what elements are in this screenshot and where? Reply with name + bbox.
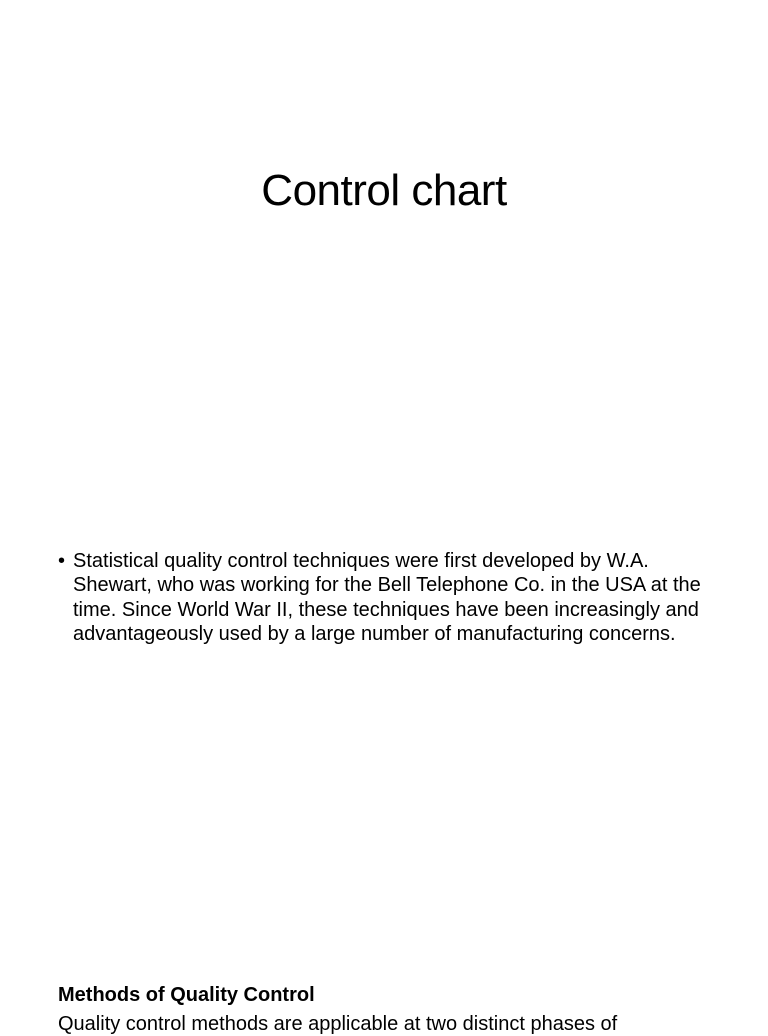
- section-text: Quality control methods are applicable at two distinct phases of: [58, 1013, 618, 1035]
- bullet-list: [58, 549, 718, 647]
- bullet-item: [58, 549, 718, 647]
- section-heading: Methods of Quality Control: [58, 984, 315, 1006]
- bullet-marker: •: [58, 550, 66, 572]
- slide-title: Control chart: [261, 166, 507, 215]
- bullet-text: Statistical quality control techniques were first developed by W.A. Shewart, who was working for the Bell Telephone Co. in the USA at the time. Since World War II, these techniques have been increasingly and advantageously used by a large number of manufacturing concerns.: [73, 550, 701, 646]
